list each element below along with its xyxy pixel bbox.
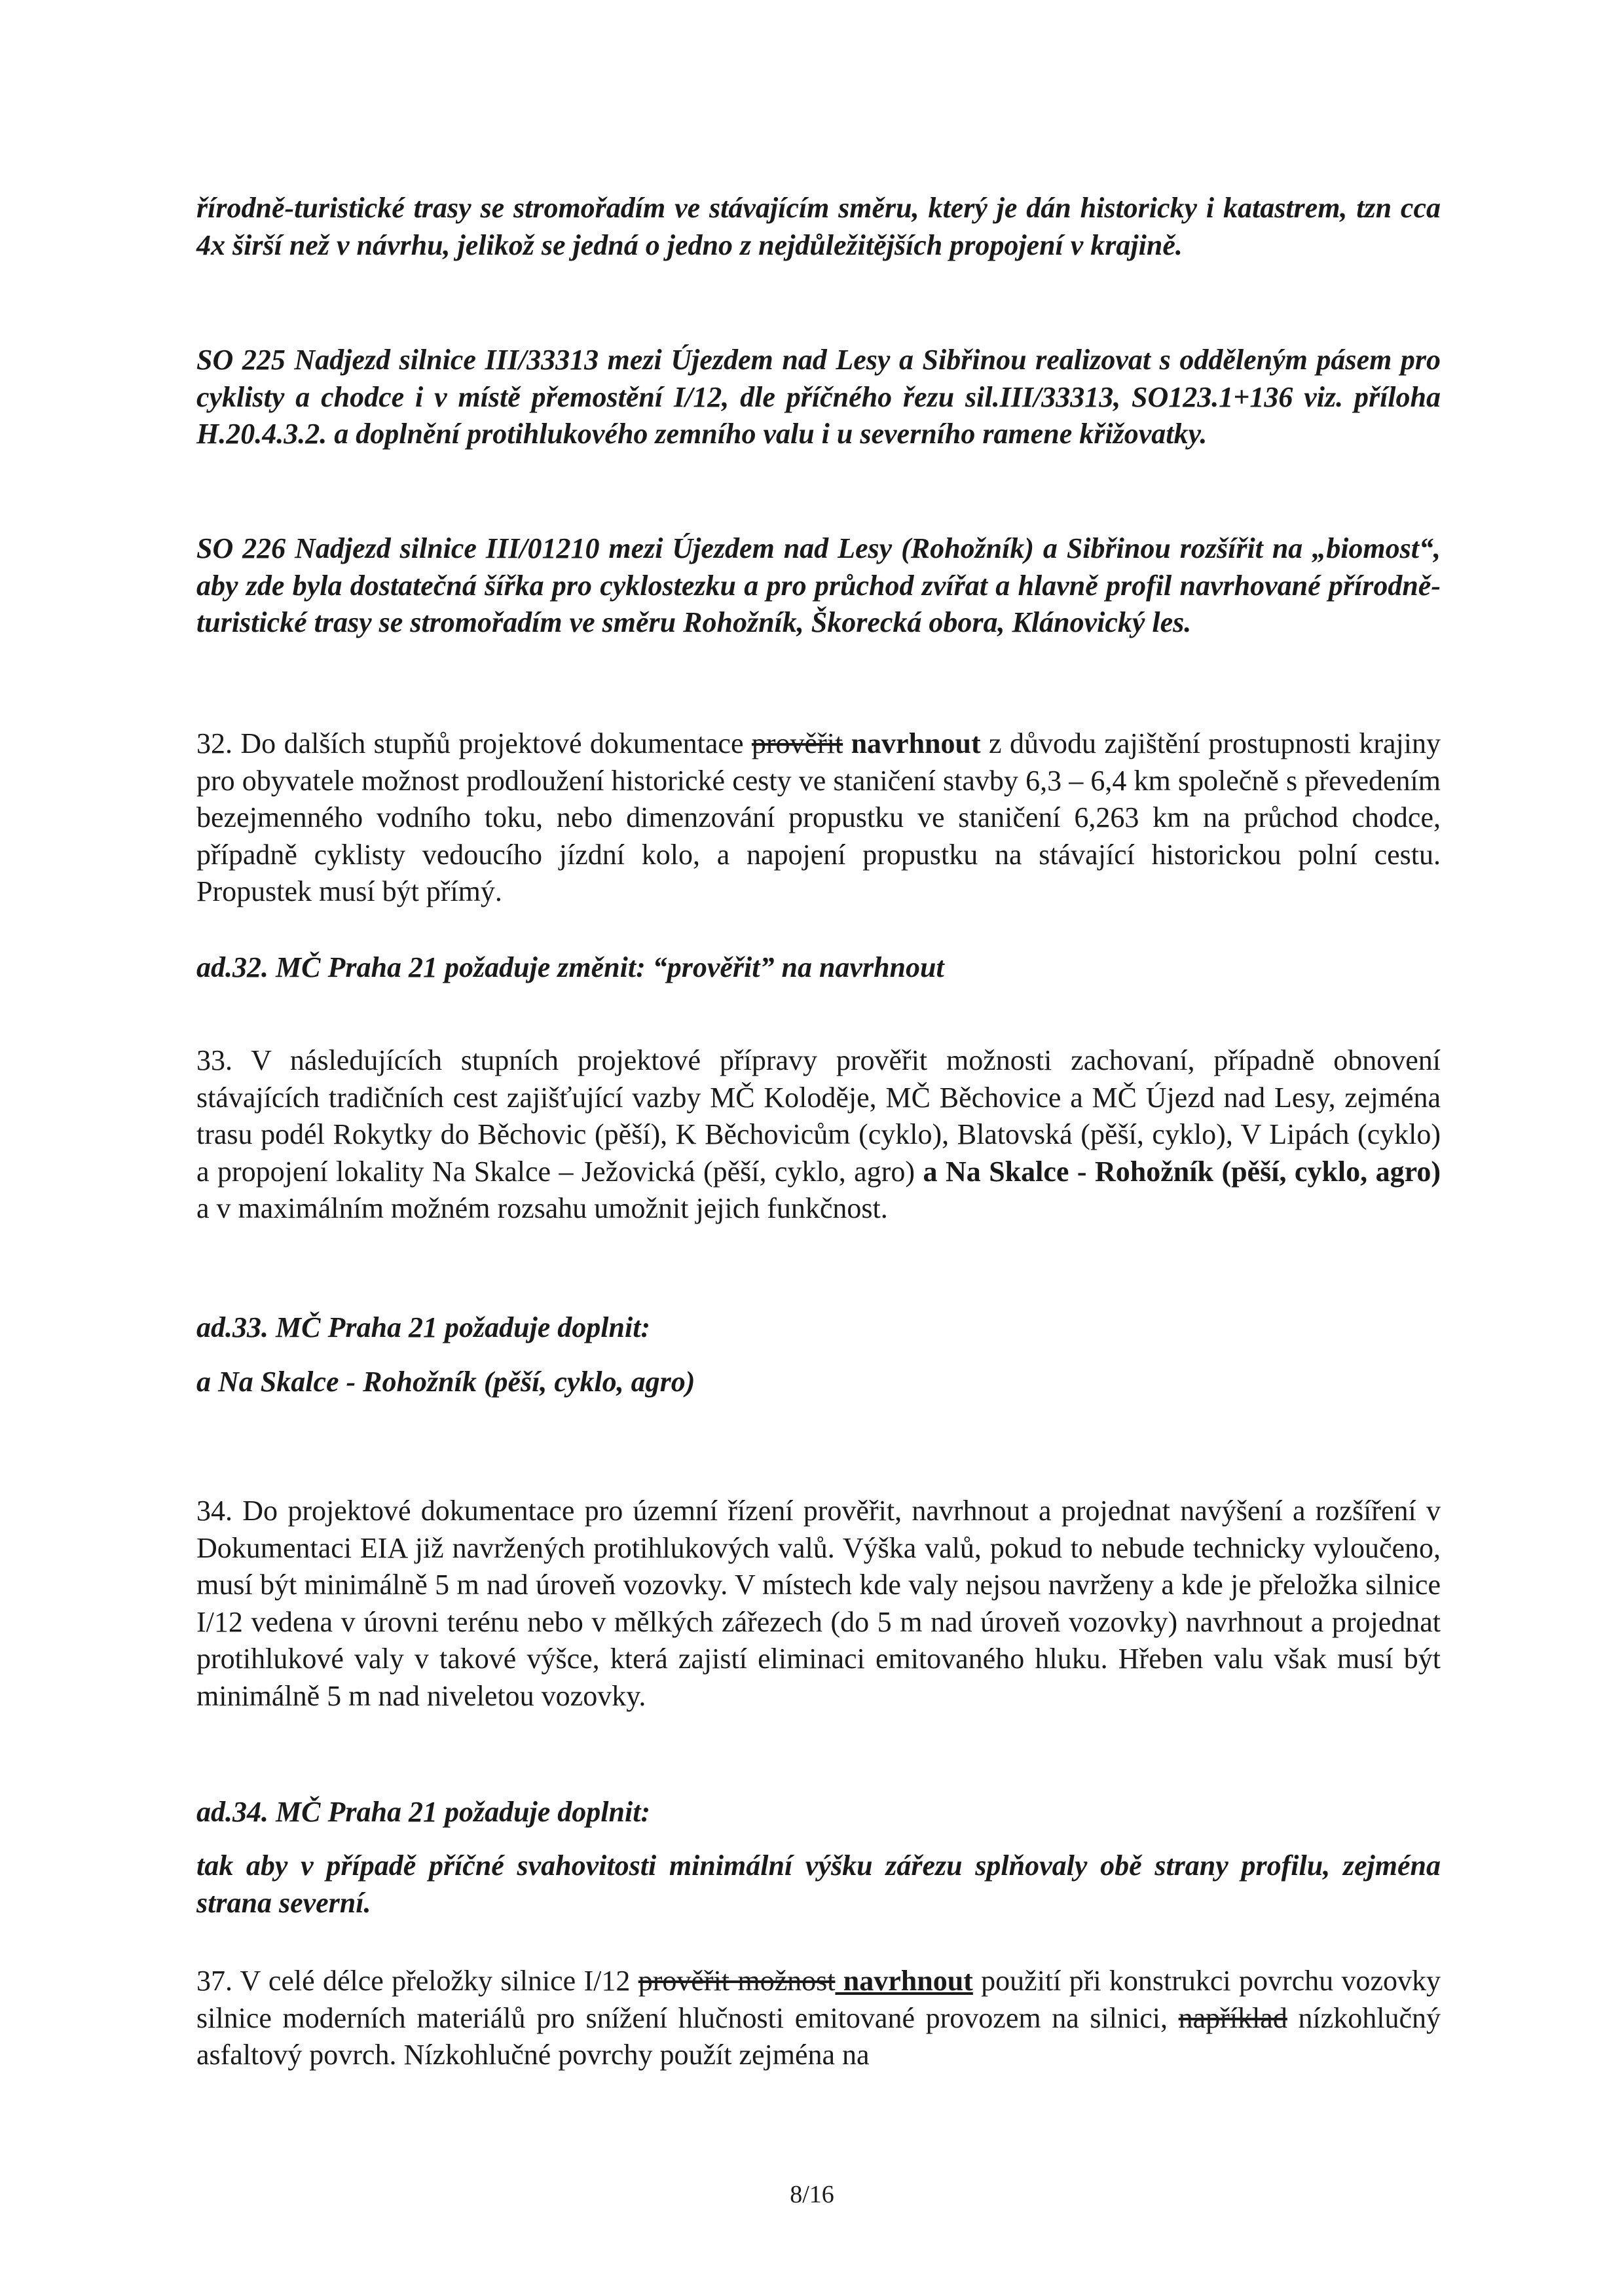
item-37-struck-text: prověřit možnost bbox=[638, 1965, 836, 1997]
item-33-text-b: a v maximálním možném rozsahu umožnit jejich funkčnost. bbox=[196, 1192, 888, 1224]
item-37-paragraph bbox=[196, 1963, 1441, 2074]
item-32-paragraph bbox=[196, 725, 1441, 911]
so225-paragraph: SO 225 Nadjezd silnice III/33313 mezi Újezdem nad Lesy a Sibřinou realizovat s odděleným pásem pro cyklisty a chodce i v místě přemostění I/12, dle příčného řezu sil.III/33313, SO123.1+136 viz. příloha H.20.4.3.2. a doplnění protihlukového zemního valu i u severního ramene křižovatky. bbox=[196, 344, 1441, 450]
item-37-text-a: 37. V celé délce přeložky silnice I/12 bbox=[196, 1965, 638, 1997]
item-33-inserted-text: a Na Skalce - Rohožník (pěší, cyklo, agro) bbox=[915, 1155, 1441, 1188]
ad33-heading: ad.33. MČ Praha 21 požaduje doplnit: bbox=[196, 1311, 651, 1343]
ad33-text: a Na Skalce - Rohožník (pěší, cyklo, agro) bbox=[196, 1366, 695, 1398]
ad34-text: tak aby v případě příčné svahovitosti minimální výšku zářezu splňovaly obě strany profilu, zejména strana severní. bbox=[196, 1850, 1441, 1919]
item-32-inserted-word: navrhnout bbox=[843, 727, 981, 759]
item-37-text-b: použití při konstrukci povrchu vozovky silnice moderních materiálů pro snížení hlučnosti emitované provozem na silnici, bbox=[196, 1965, 1441, 2034]
item-32-text-a: 32. Do dalších stupňů projektové dokumentace bbox=[196, 727, 752, 759]
item-33-paragraph bbox=[196, 1042, 1441, 1228]
ad32-heading: ad.32. MČ Praha 21 požaduje změnit: “prověřit” na navrhnout bbox=[196, 951, 944, 983]
item-37-text-c: nízkohlučný asfaltový povrch. Nízkohlučné povrchy použít zejména na bbox=[196, 2001, 1441, 2071]
item-33-text-a: 33. V následujících stupních projektové přípravy prověřit možnosti zachovaní, případně obnovení stávajících tradičních cest zajišťující vazby MČ Koloděje, MČ Běchovice a MČ Újezd nad Lesy, zejména trasu podél Rokytky do Běchovic (pěší), K Běchovicům (cyklo), Blatovská (pěší, cyklo), V Lipách (cyklo) a propojení lokality Na Skalce – Ježovická (pěší, cyklo, agro) bbox=[196, 1044, 1441, 1188]
item-32-struck-word: prověřit bbox=[751, 727, 843, 759]
so226-paragraph: SO 226 Nadjezd silnice III/01210 mezi Újezdem nad Lesy (Rohožník) a Sibřinou rozšířit na „biomost“, aby zde byla dostatečná šířka pro cyklostezku a pro průchod zvířat a hlavně profil navrhované přírodně-turistické trasy se stromořadím ve směru Rohožník, Škorecká obora, Klánovický les. bbox=[196, 532, 1441, 638]
page-number: 8/16 bbox=[790, 2181, 834, 2208]
item-32-text-b: z důvodu zajištění prostupnosti krajiny pro obyvatele možnost prodloužení historické cesty ve staničení stavby 6,3 – 6,4 km společně s převedením bezejmenného vodního toku, nebo dimenzování propustku ve staničení 6,263 km na průchod chodce, případně cyklisty vedoucího jízdní kolo, a napojení propustku na stávající historickou polní cestu. Propustek musí být přímý. bbox=[196, 727, 1441, 907]
item-37-struck-word: například bbox=[1178, 2001, 1287, 2034]
ad34-heading: ad.34. MČ Praha 21 požaduje doplnit: bbox=[196, 1796, 651, 1828]
item-37-inserted-word: navrhnout bbox=[835, 1965, 973, 1997]
intro-paragraph: řírodně-turistické trasy se stromořadím ve stávajícím směru, který je dán historicky i katastrem, tzn cca 4x širší než v návrhu, jelikož se jedná o jedno z nejdůležitějších propojení v krajině. bbox=[196, 192, 1441, 261]
item-34-paragraph: 34. Do projektové dokumentace pro územní řízení prověřit, navrhnout a projednat navýšení a rozšíření v Dokumentaci EIA již navržených protihlukových valů. Výška valů, pokud to nebude technicky vyloučeno, musí být minimálně 5 m nad úroveň vozovky. V místech kde valy nejsou navrženy a kde je přeložka silnice I/12 vedena v úrovni terénu nebo v mělkých zářezech (do 5 m nad úroveň vozovky) navrhnout a projednat protihlukové valy v takové výšce, která zajistí eliminaci emitovaného hluku. Hřeben valu však musí být minimálně 5 m nad niveletou vozovky. bbox=[196, 1495, 1441, 1712]
